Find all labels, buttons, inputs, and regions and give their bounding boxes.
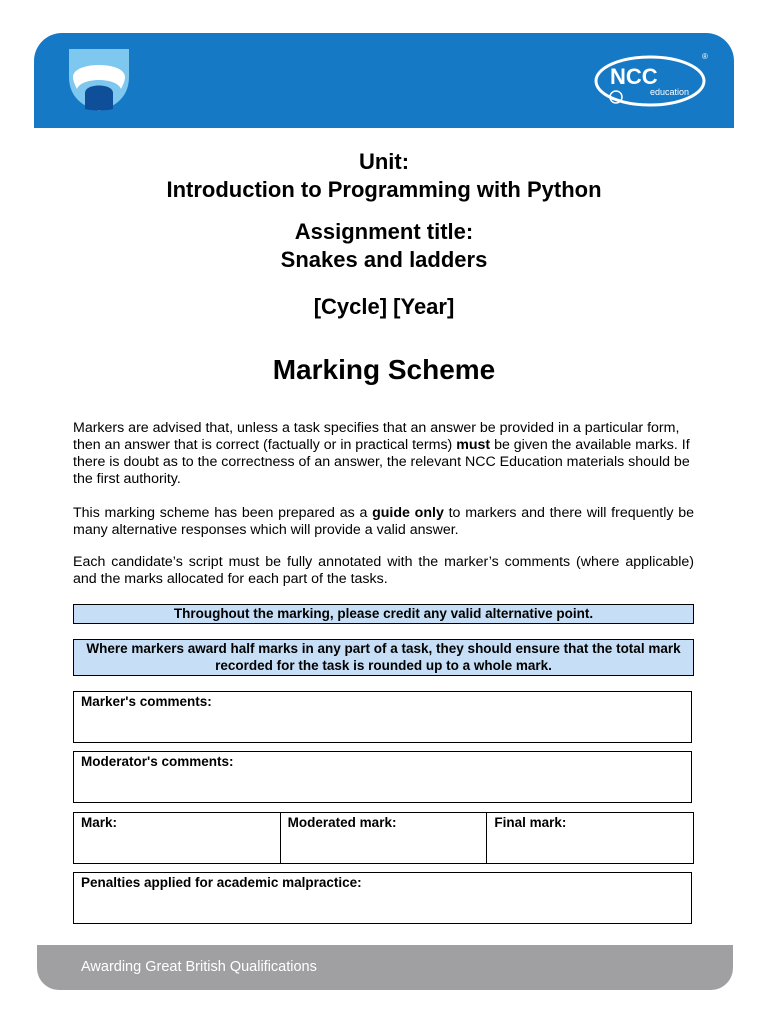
final-mark-cell[interactable]: [487, 813, 693, 863]
unit-label: Unit:: [358, 149, 410, 174]
half-marks-note-box: Where markers award half marks in any part of a task, they should ensure that the total mark recorded for the task is rounded up to a whole mark.: [73, 639, 694, 676]
penalties-box[interactable]: [73, 872, 692, 924]
penalties-label: Penalties applied for academic malpractice:: [81, 875, 362, 890]
instructions-paragraph-2: [73, 505, 694, 539]
p1-bold: must: [456, 437, 491, 453]
moderators-comments-label: Moderator's comments:: [81, 754, 234, 769]
p2-text-a: This marking scheme has been prepared as a: [73, 505, 373, 521]
moderators-comments-box[interactable]: [73, 751, 692, 803]
final-mark-label: Final mark:: [494, 815, 567, 830]
moderated-mark-cell[interactable]: [281, 813, 488, 863]
p1-text-b: be given the available marks. If there is doubt as to the correctness of an answer, the relevant NCC Education materials should be the first authority.: [73, 437, 690, 487]
credit-note-box: Throughout the marking, please credit any valid alternative point.: [73, 604, 694, 624]
ncc-logo-text: NCC: [610, 64, 658, 89]
assignment-name: Snakes and ladders: [280, 247, 488, 272]
unit-name: Introduction to Programming with Python: [166, 177, 602, 202]
mark-label: Mark:: [81, 815, 118, 830]
mark-cell[interactable]: [74, 813, 281, 863]
p2-text-b: to markers and there will frequently be many alternative responses which will provide a valid answer.: [73, 505, 695, 538]
unit-heading: [0, 148, 768, 204]
moderated-mark-label: Moderated mark:: [287, 815, 397, 830]
footer-band: [37, 945, 733, 990]
ncc-logo-subtext: education: [650, 87, 690, 97]
marks-row: [73, 812, 694, 864]
markers-comments-label: Marker's comments:: [81, 694, 212, 709]
instructions-paragraph-3: Each candidate’s script must be fully annotated with the marker’s comments (where applicable) and the marks allocated for each part of the tasks.: [73, 554, 694, 587]
markers-comments-box[interactable]: [73, 691, 692, 743]
shield-logo-icon: [67, 47, 131, 113]
header-band: [34, 33, 734, 128]
footer-tagline: Awarding Great British Qualifications: [81, 959, 317, 975]
p2-bold: guide only: [372, 505, 444, 521]
registered-mark: ®: [702, 52, 708, 61]
document-title: Marking Scheme: [272, 354, 496, 385]
instructions-paragraph-1: [73, 420, 694, 488]
p1-text-a: Markers are advised that, unless a task specifies that an answer be provided in a particular form, then an answer that is correct (factually or in practical terms): [73, 420, 680, 453]
cycle-year: [Cycle] [Year]: [313, 294, 455, 319]
assignment-heading: [0, 218, 768, 274]
assignment-label: Assignment title:: [294, 219, 474, 244]
ncc-education-logo-icon: [592, 49, 712, 111]
